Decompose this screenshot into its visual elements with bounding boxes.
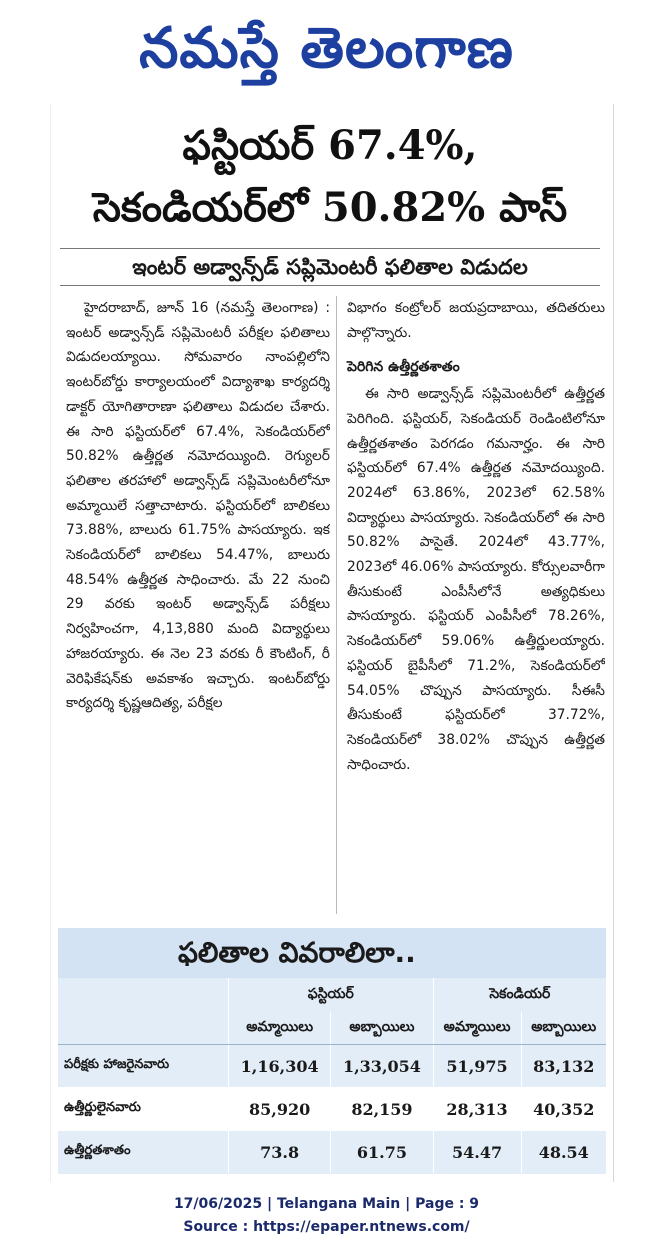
row-label: ఉత్తీర్ణులైనవారు [58,1088,229,1131]
masthead-logo: నమస్తే తెలంగాణ [139,15,514,81]
results-table-box [58,928,606,1174]
table-cell: 61.75 [331,1131,433,1174]
article-paragraph: ఈ సారి అడ్వాన్స్‌డ్ సప్లిమెంటరీలో ఉత్తీర్ణత పెరిగింది. ఫస్టియర్, సెకండియర్ రెండింటిలోనూ ఉత్తీర్ణతశాతం పెరగడం గమనార్హం. ఈ సారి ఫస్టియర్‌లో 67.4% ఉత్తీర్ణత నమోదయ్యింది. 2024లో 63.86%, 2023లో 62.58% విద్యార్థులు పాసయ్యారు. సెకండియర్‌లో ఈ సారి 50.82% పాసైతే. 2024లో 43.77%, 2023లో 46.06% పాసయ్యారు. కోర్సులవారీగా తీసుకుంటే ఎంపీసీలోనే అత్యధికులు పాసయ్యారు. ఫస్టియర్ ఎంపీసీలో 78.26%, సెకండియర్‌లో 59.06% ఉత్తీర్ణులయ్యారు. ఫస్టియర్ బైపీసీలో 71.2%, సెకండియర్‌లో 54.05% చొప్పున పాసయ్యారు. సీఈసీ తీసుకుంటే ఫస్టియర్‌లో 37.72%, సెకండియర్‌లో 38.02% చొప్పున ఉత్తీర్ణత సాధించారు. [347,386,605,773]
footer-source: Source : https://epaper.ntnews.com/ [183,1219,470,1235]
table-row [58,1045,606,1088]
headline-line-2: సెకండియర్‌లో 50.82% పాస్ [92,184,568,231]
table-cell: 40,352 [521,1088,606,1131]
subheadline: ఇంటర్ అడ్వాన్స్‌డ్ సప్లిమెంటరీ ఫలితాల విడుదల [60,248,600,286]
table-cell: 1,16,304 [229,1045,331,1088]
table-cell: 85,920 [229,1088,331,1131]
results-table-title: ఫలితాల వివరాలిలా.. [58,928,606,978]
group-header-second-year: సెకండియర్ [433,978,606,1012]
table-row [58,1131,606,1174]
table-corner [58,978,229,1012]
column-header-boys: అబ్బాయిలు [331,1012,433,1045]
table-cell: 48.54 [521,1131,606,1174]
row-label: ఉత్తీర్ణతశాతం [58,1131,229,1174]
table-row [58,1088,606,1131]
column-header-girls: అమ్మాయిలు [433,1012,521,1045]
headline-line-1: ఫస్టియర్ 67.4%, [182,122,478,169]
footer-date-page: 17/06/2025 | Telangana Main | Page : 9 [173,1196,480,1212]
column-header-boys: అబ్బాయిలు [521,1012,606,1045]
group-header-first-year: ఫస్టియర్ [229,978,434,1012]
table-cell: 1,33,054 [331,1045,433,1088]
table-corner [58,1012,229,1045]
table-cell: 51,975 [433,1045,521,1088]
results-table [58,978,606,1173]
article-column-right [336,296,605,914]
column-header-girls: అమ్మాయిలు [229,1012,331,1045]
article-paragraph: హైదరాబాద్, జూన్ 16 (నమస్తే తెలంగాణ) : ఇంటర్ అడ్వాన్స్‌డ్ సప్లిమెంటరీ పరీక్షల ఫలితాలు విడుదలయ్యాయి. సోమవారం నాంపల్లిలోని ఇంటర్‌బోర్డు కార్యాలయంలో విద్యాశాఖ కార్యదర్శి డాక్టర్ యోగితారాణా ఫలితాలు విడుదల చేశారు. ఈ సారి ఫస్టియర్‌లో 67.4%, సెకండియర్‌లో 50.82% ఉత్తీర్ణత నమోదయ్యింది. రెగ్యులర్ ఫలితాల తరహాలో అడ్వాన్స్‌డ్ సప్లిమెంటరీలోనూ అమ్మాయిలే సత్తాచాటారు. ఫస్టియర్‌లో బాలికలు 73.88%, బాలురు 61.75% పాసయ్యారు. ఇక సెకండియర్‌లో బాలికలు 54.47%, బాలురు 48.54% ఉత్తీర్ణత సాధించారు. మే 22 నుంచి 29 వరకు ఇంటర్ అడ్వాన్స్‌డ్ పరీక్షలు నిర్వహించగా, 4,13,880 మంది విద్యార్థులు హాజరయ్యారు. ఈ నెల 23 వరకు రీ కౌంటింగ్, రీ వెరిఫికేషన్‌కు అవకాశం ఇచ్చారు. ఇంటర్‌బోర్డు కార్యదర్శి కృష్ణఆదిత్య, పరీక్షల [66,300,330,712]
table-cell: 54.47 [433,1131,521,1174]
row-label: పరీక్షకు హాజరైనవారు [58,1045,229,1088]
article-column-left [66,296,330,914]
section-subtitle: పెరిగిన ఉత్తీర్ణతశాతం [347,359,460,376]
table-cell: 28,313 [433,1088,521,1131]
table-cell: 83,132 [521,1045,606,1088]
article-paragraph: విభాగం కంట్రోలర్ జయప్రదాబాయి, తదితరులు పాల్గొన్నారు. [347,300,605,341]
table-cell: 73.8 [229,1131,331,1174]
table-cell: 82,159 [331,1088,433,1131]
